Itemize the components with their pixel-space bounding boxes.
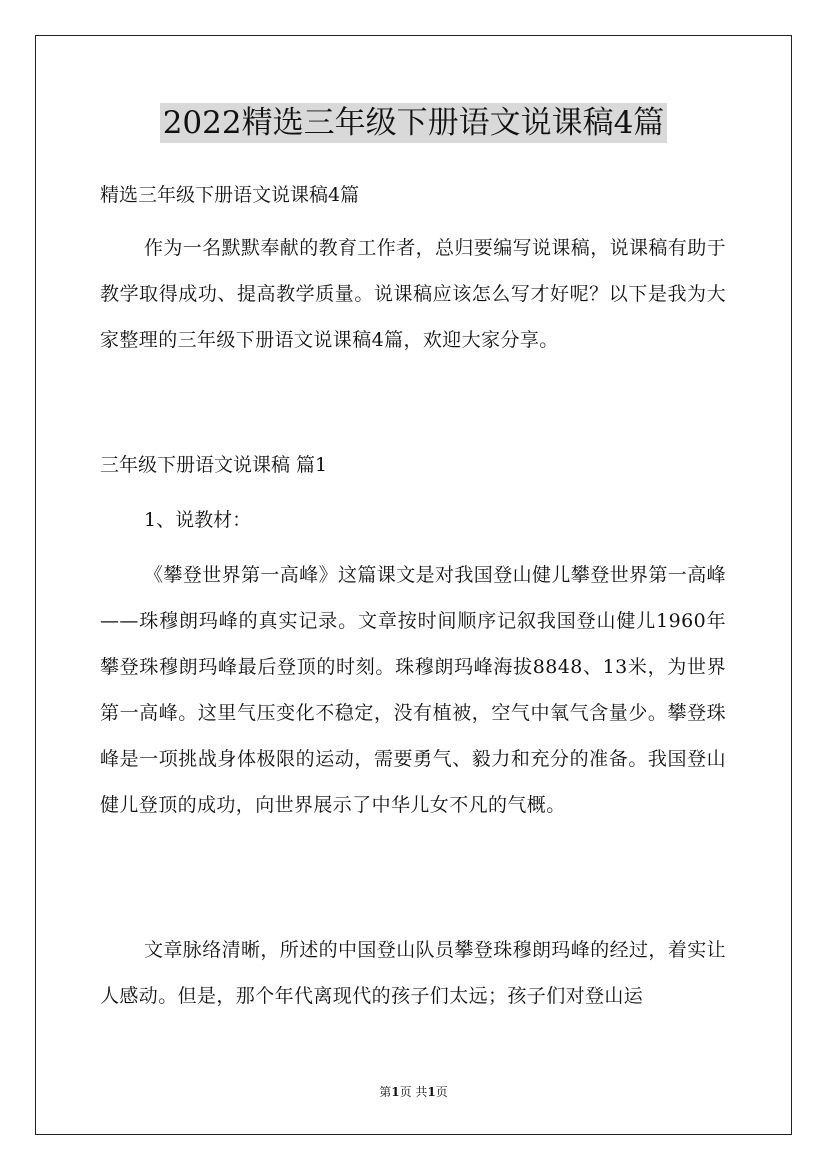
section-heading: 三年级下册语文说课稿 篇1 [100, 454, 328, 476]
footer-text: 页 [435, 1085, 448, 1099]
page-number: 1 [391, 1085, 400, 1099]
document-title: 2022精选三年级下册语文说课稿4篇 [160, 103, 668, 143]
body-paragraph: 《攀登世界第一高峰》这篇课文是对我国登山健儿攀登世界第一高峰——珠穆朗玛峰的真实记录。文章按时间顺序记叙我国登山健儿1960年攀登珠穆朗玛峰最后登顶的时刻。珠穆朗玛峰海拔8848、13米，为世界第一高峰。这里气压变化不稳定，没有植被，空气中氧气含量少。攀登珠峰是一项挑战身体极限的运动，需要勇气、毅力和充分的准备。我国登山健儿登顶的成功，向世界展示了中华儿女不凡的气概。 [100, 564, 727, 816]
page-footer [0, 1084, 827, 1100]
title-container [0, 103, 827, 143]
item-heading: 1、说教材： [144, 509, 252, 531]
intro-paragraph: 作为一名默默奉献的教育工作者，总归要编写说课稿，说课稿有助于教学取得成功、提高教学质量。说课稿应该怎么写才好呢？以下是我为大家整理的三年级下册语文说课稿4篇，欢迎大家分享。 [100, 237, 727, 351]
document-subtitle: 精选三年级下册语文说课稿4篇 [100, 184, 360, 206]
page-total: 1 [427, 1085, 436, 1099]
footer-text: 页 共 [399, 1085, 428, 1099]
footer-text: 第 [379, 1085, 392, 1099]
body-paragraph: 文章脉络清晰，所述的中国登山队员攀登珠穆朗玛峰的经过，着实让人感动。但是，那个年代离现代的孩子们太远；孩子们对登山运 [100, 939, 727, 1007]
